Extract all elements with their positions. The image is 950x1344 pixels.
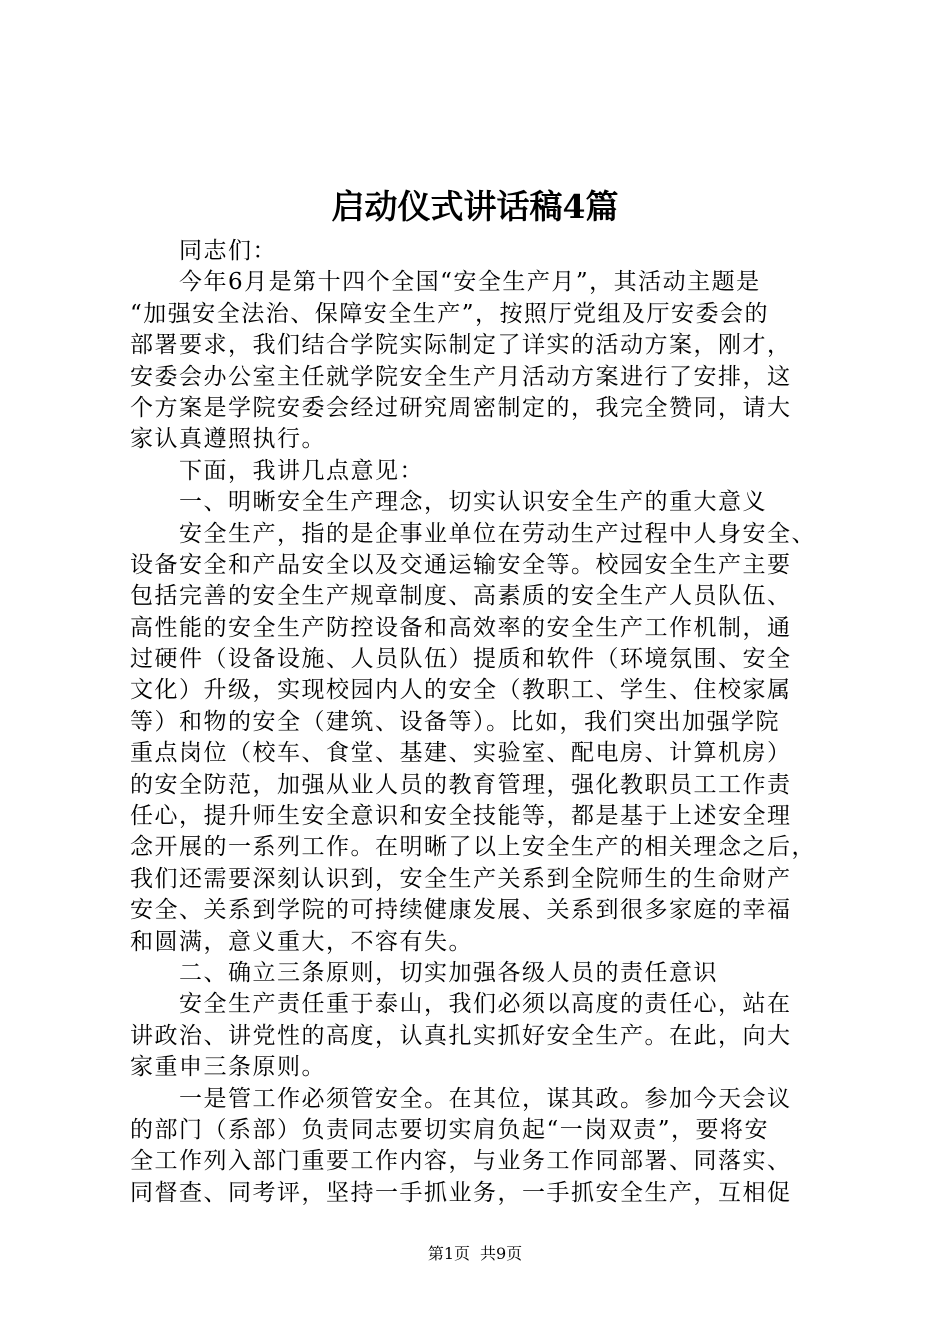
text-line: 家重申三条原则。 bbox=[130, 1054, 326, 1081]
text-line: 安全、关系到学院的可持续健康发展、关系到很多家庭的幸福 bbox=[130, 897, 792, 924]
text-line: 同志们： bbox=[179, 238, 277, 264]
text-line: 过硬件（设备设施、人员队伍）提质和软件（环境氛围、安全 bbox=[130, 646, 792, 673]
text-line: 下面，我讲几点意见： bbox=[179, 457, 424, 484]
text-line: 包括完善的安全生产规章制度、高素质的安全生产人员队伍、 bbox=[130, 583, 792, 610]
document-body bbox=[130, 236, 835, 1209]
page-total: 共9页 bbox=[480, 1244, 523, 1263]
text-line: 全工作列入部门重要工作内容，与业务工作同部署、同落实、 bbox=[130, 1148, 792, 1175]
text-line: 重点岗位（校车、食堂、基建、实验室、配电房、计算机房） bbox=[130, 740, 792, 767]
text-line: 高性能的安全生产防控设备和高效率的安全生产工作机制，通 bbox=[130, 614, 792, 641]
text-line: 任心，提升师生安全意识和安全技能等，都是基于上述安全理 bbox=[130, 803, 792, 830]
text-line: 设备安全和产品安全以及交通运输安全等。校园安全生产主要 bbox=[130, 551, 792, 578]
text-line: 我们还需要深刻认识到，安全生产关系到全院师生的生命财产 bbox=[130, 865, 792, 892]
text-line: 的部门（系部）负责同志要切实肩负起“一岗双责”，要将安 bbox=[130, 1116, 770, 1143]
text-line: 同督查、同考评，坚持一手抓业务，一手抓安全生产，互相促 bbox=[130, 1179, 792, 1206]
text-line: 等）和物的安全（建筑、设备等）。比如，我们突出加强学院 bbox=[130, 708, 780, 735]
text-line: “加强安全法治、保障安全生产”，按照厅党组及厅安委会的 bbox=[130, 300, 770, 327]
text-line: 一、明晰安全生产理念，切实认识安全生产的重大意义 bbox=[179, 489, 767, 516]
text-line: 和圆满，意义重大，不容有失。 bbox=[130, 928, 473, 955]
text-line: 一是管工作必须管安全。在其位，谋其政。参加今天会议 bbox=[179, 1085, 792, 1112]
text-line: 今年6月是第十四个全国“安全生产月”，其活动主题是 bbox=[179, 269, 761, 296]
text-line: 个方案是学院安委会经过研究周密制定的，我完全赞同，请大 bbox=[130, 394, 792, 421]
text-line: 二、确立三条原则，切实加强各级人员的责任意识 bbox=[179, 959, 718, 986]
text-line: 部署要求，我们结合学院实际制定了详实的活动方案，刚才， bbox=[130, 332, 792, 359]
text-line: 安全生产，指的是企事业单位在劳动生产过程中人身安全、 bbox=[179, 520, 816, 547]
text-line: 安委会办公室主任就学院安全生产月活动方案进行了安排，这 bbox=[130, 363, 792, 390]
text-line: 念开展的一系列工作。在明晰了以上安全生产的相关理念之后， bbox=[130, 834, 816, 861]
text-line: 讲政治、讲党性的高度，认真扎实抓好安全生产。在此，向大 bbox=[130, 1022, 792, 1049]
text-line: 的安全防范，加强从业人员的教育管理，强化教职员工工作责 bbox=[130, 771, 792, 798]
page-number: 第1页 bbox=[427, 1244, 470, 1263]
text-line: 安全生产责任重于泰山，我们必须以高度的责任心，站在 bbox=[179, 991, 792, 1018]
page-footer bbox=[0, 1243, 950, 1265]
text-line: 家认真遵照执行。 bbox=[130, 426, 326, 453]
text-line: 文化）升级，实现校园内人的安全（教职工、学生、住校家属 bbox=[130, 677, 792, 704]
document-title: 启动仪式讲话稿4篇 bbox=[331, 187, 619, 226]
